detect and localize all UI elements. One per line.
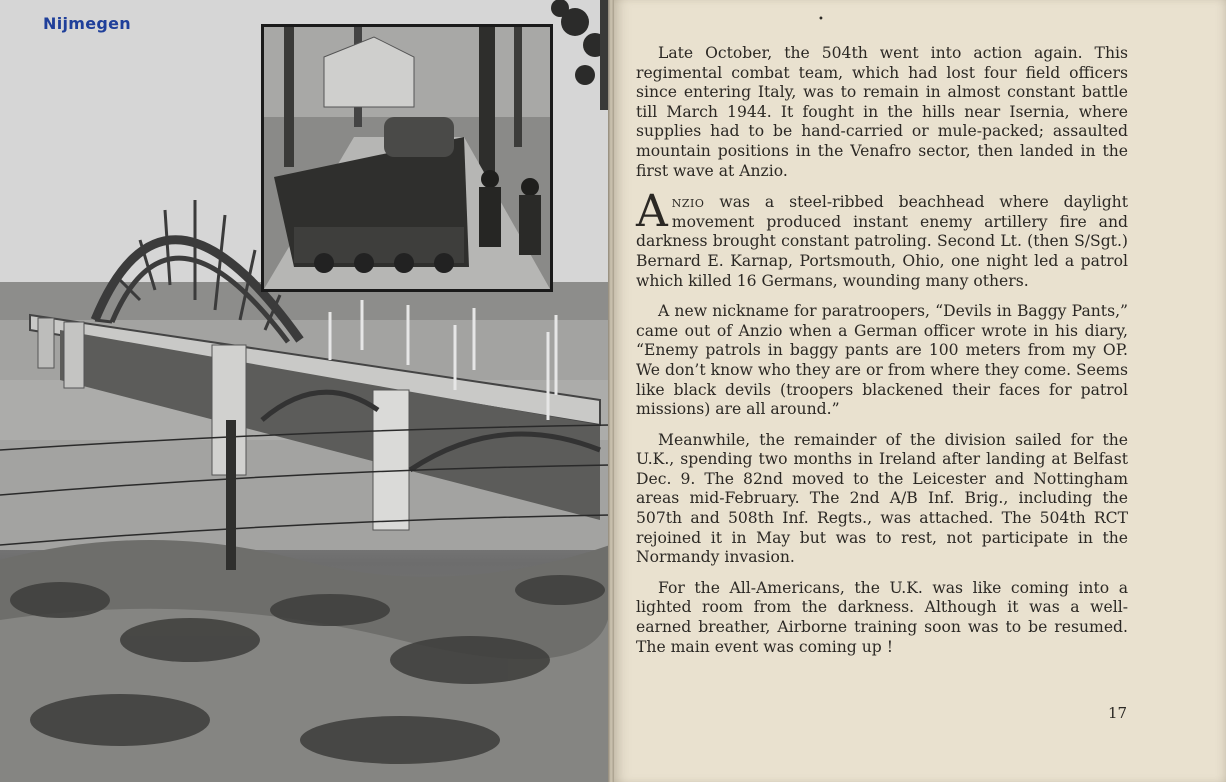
photo-page	[0, 0, 610, 782]
paragraph-3: A new nickname for paratroopers, “Devils in Baggy Pants,” came out of Anzio when a German officer wrote in his diary, “Enemy patrols in baggy pants are 100 meters from my OP. We don’t know who they are or from where they come. Seems like black devils (troopers blackened their faces for patrol missions) are all around.”	[636, 302, 1128, 419]
place-caption: Nijmegen	[43, 14, 131, 33]
text-page	[614, 0, 1226, 782]
paragraph-5: For the All-Americans, the U.K. was like coming into a lighted room from the darkness. Although it was a well-earned breather, Airborne training soon was to be resumed. The main event was coming up !	[636, 578, 1128, 656]
paragraph-2-text: was a steel-ribbed beachhead where daylight movement produced instant enemy artillery fire and darkness brought constant patroling. Second Lt. (then S/Sgt.) Bernard E. Karnap, Portsmouth, Ohio, one night led a patrol which killed 16 Germans, wounding many others.	[636, 193, 1128, 290]
page-number: 17	[1108, 704, 1128, 722]
page-mark: •	[818, 14, 824, 25]
body-text	[636, 44, 1128, 657]
paragraph-4: Meanwhile, the remainder of the division sailed for the U.K., spending two months in Ireland after landing at Belfast Dec. 9. The 82nd moved to the Leicester and Nottingham areas mid-February. The 2nd A/B Inf. Brig., including the 507th and 508th Inf. Regts., was attached. The 504th RCT rejoined it in May but was to rest, not participate in the Normandy invasion.	[636, 430, 1128, 567]
paragraph-1: Late October, the 504th went into action again. This regimental combat team, which had lost four field officers since entering Italy, was to remain in almost constant battle till March 1944. It fought in the hills near Isernia, where supplies had to be hand-carried or mule-packed; assaulted mountain positions in the Venafro sector, then landed in the first wave at Anzio.	[636, 44, 1128, 180]
paragraph-2	[636, 186, 1128, 291]
drop-cap: A	[636, 186, 668, 238]
lead-word: nzio	[671, 193, 705, 212]
tank-photo	[261, 24, 553, 292]
